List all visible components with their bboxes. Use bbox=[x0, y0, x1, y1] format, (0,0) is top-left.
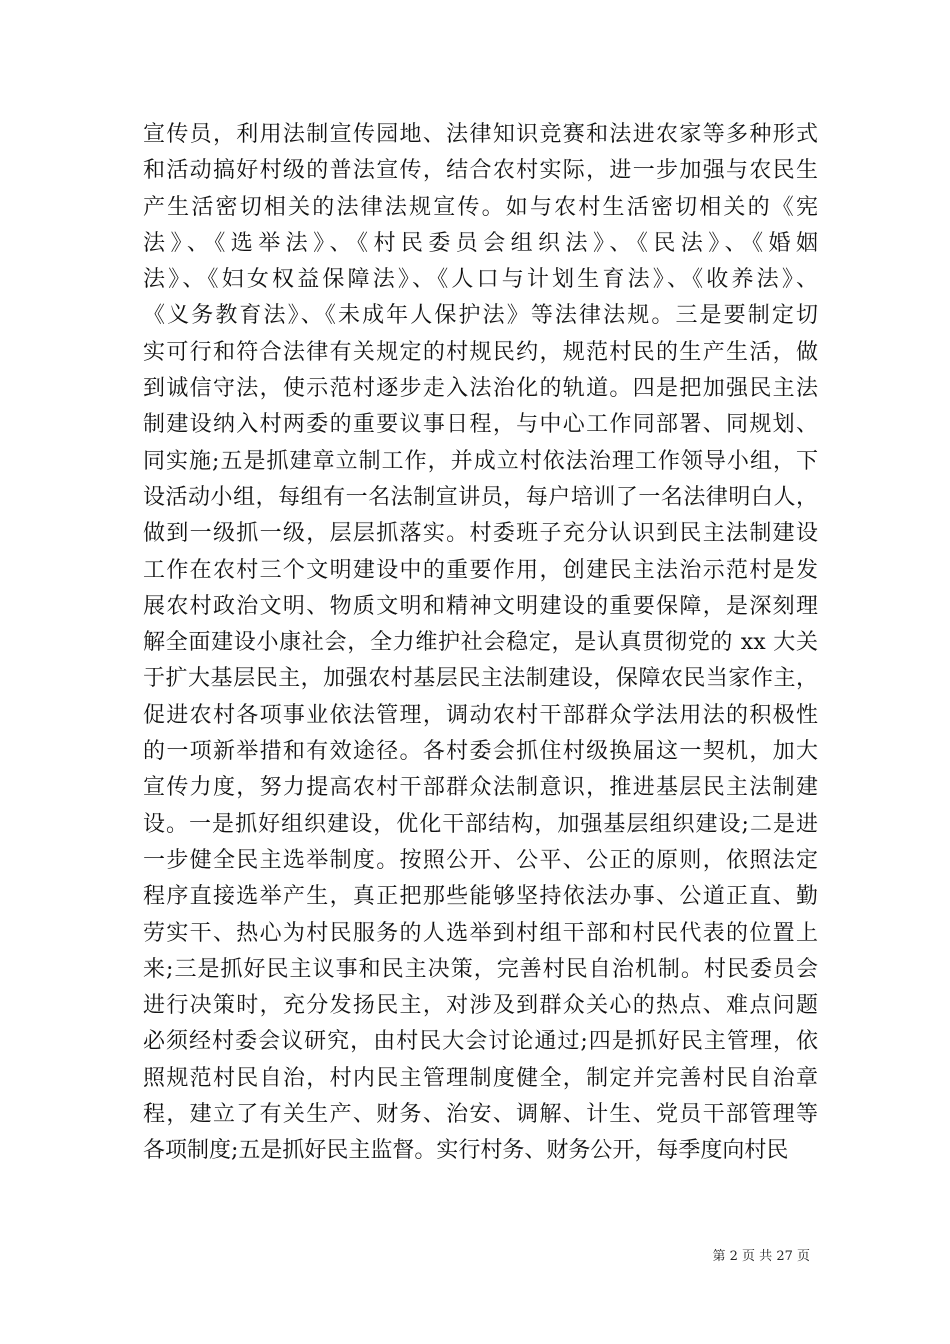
text-line: 来;三是抓好民主议事和民主决策，完善村民自治机制。村民委员会 bbox=[143, 956, 818, 982]
text-line: 照规范村民自治，村内民主管理制度健全，制定并完善村民自治章 bbox=[143, 1065, 818, 1091]
text-line: 于扩大基层民主，加强农村基层民主法制建设，保障农民当家作主， bbox=[143, 666, 818, 692]
text-line: 设。一是抓好组织建设，优化干部结构，加强基层组织建设;二是进 bbox=[143, 811, 818, 837]
text-line: 展农村政治文明、物质文明和精神文明建设的重要保障，是深刻理 bbox=[143, 593, 818, 619]
text-line: 劳实干、热心为村民服务的人选举到村组干部和村民代表的位置上 bbox=[143, 920, 818, 946]
text-line: 到诚信守法，使示范村逐步走入法治化的轨道。四是把加强民主法 bbox=[143, 376, 818, 402]
text-line: 同实施;五是抓建章立制工作，并成立村依法治理工作领导小组，下 bbox=[143, 448, 818, 474]
page-number: 第 2 页 共 27 页 bbox=[712, 1249, 810, 1264]
text-line: 实可行和符合法律有关规定的村规民约，规范村民的生产生活，做 bbox=[143, 339, 818, 365]
text-line: 《义务教育法》、《未成年人保护法》等法律法规。三是要制定切 bbox=[143, 303, 818, 329]
text-line: 法》、《妇女权益保障法》、《人口与计划生育法》、《收养法》、 bbox=[143, 267, 818, 293]
text-line: 设活动小组，每组有一名法制宣讲员，每户培训了一名法律明白人， bbox=[143, 484, 818, 510]
text-line: 程序直接选举产生，真正把那些能够坚持依法办事、公道正直、勤 bbox=[143, 884, 818, 910]
document-body bbox=[143, 117, 818, 1170]
text-line: 的一项新举措和有效途径。各村委会抓住村级换届这一契机，加大 bbox=[143, 739, 818, 765]
text-line: 解全面建设小康社会，全力维护社会稳定，是认真贯彻党的 xx 大关 bbox=[143, 630, 818, 656]
text-line: 产生活密切相关的法律法规宣传。如与农村生活密切相关的《宪 bbox=[143, 194, 818, 220]
text-line: 进行决策时，充分发扬民主，对涉及到群众关心的热点、难点问题 bbox=[143, 993, 818, 1019]
text-line: 程，建立了有关生产、财务、治安、调解、计生、党员干部管理等 bbox=[143, 1102, 818, 1128]
text-line: 各项制度;五是抓好民主监督。实行村务、财务公开，每季度向村民 bbox=[143, 1138, 789, 1164]
text-line: 宣传力度，努力提高农村干部群众法制意识，推进基层民主法制建 bbox=[143, 775, 818, 801]
text-line: 工作在农村三个文明建设中的重要作用，创建民主法治示范村是发 bbox=[143, 557, 818, 583]
text-line: 宣传员，利用法制宣传园地、法律知识竞赛和法进农家等多种形式 bbox=[143, 122, 818, 147]
text-line: 制建设纳入村两委的重要议事日程，与中心工作同部署、同规划、 bbox=[143, 412, 818, 438]
text-line: 一步健全民主选举制度。按照公开、公平、公正的原则，依照法定 bbox=[143, 847, 818, 873]
text-line: 做到一级抓一级，层层抓落实。村委班子充分认识到民主法制建设 bbox=[143, 521, 818, 547]
text-line: 法》、《选举法》、《村民委员会组织法》、《民法》、《婚姻 bbox=[143, 230, 818, 256]
text-line: 必须经村委会议研究，由村民大会讨论通过;四是抓好民主管理，依 bbox=[143, 1029, 818, 1055]
text-line: 和活动搞好村级的普法宣传，结合农村实际，进一步加强与农民生 bbox=[143, 158, 818, 184]
text-line: 促进农村各项事业依法管理，调动农村干部群众学法用法的积极性 bbox=[143, 702, 818, 728]
